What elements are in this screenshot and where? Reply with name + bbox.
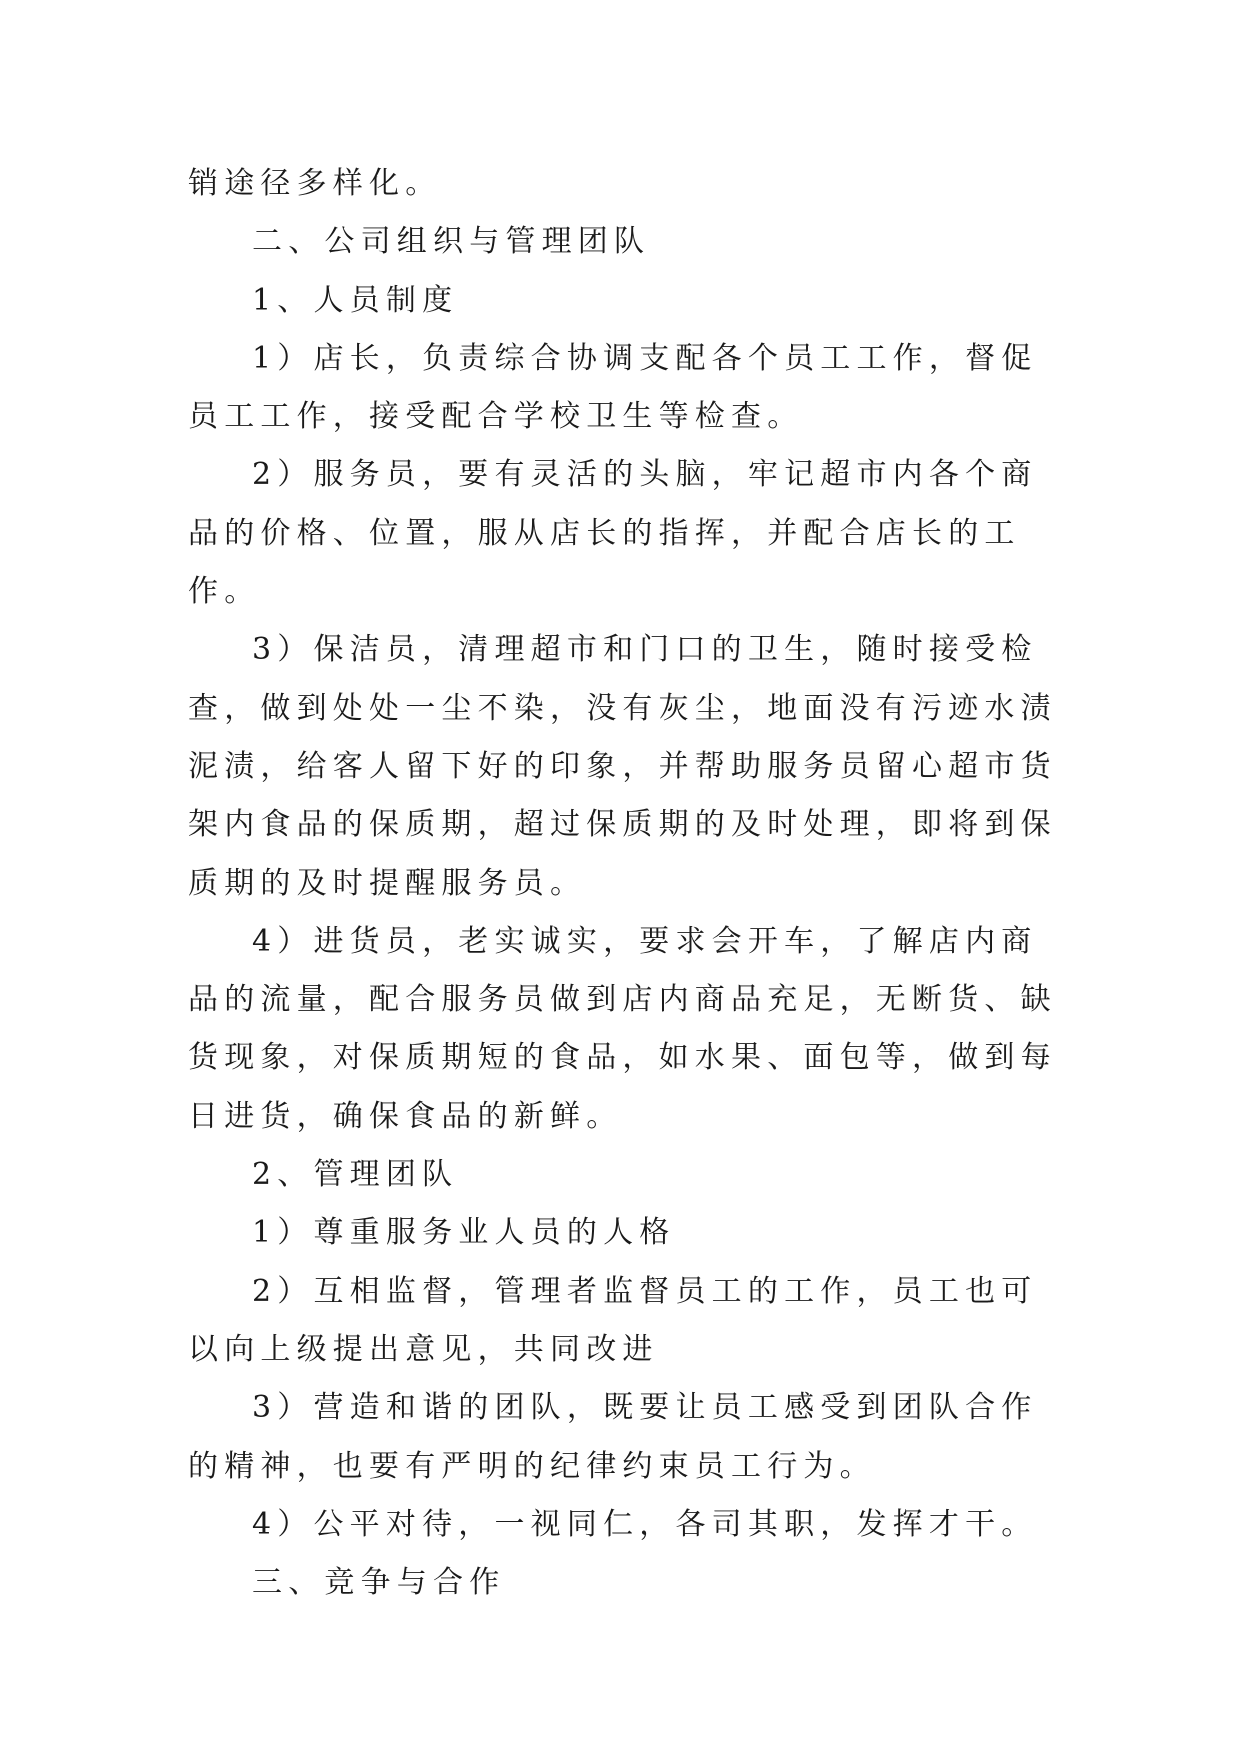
subsection-heading-management-team: 2、管理团队 xyxy=(252,1157,459,1193)
paragraph-respect: 1）尊重服务业人员的人格 xyxy=(252,1215,676,1251)
paragraph-continuation: 销途径多样化。 xyxy=(188,166,442,201)
paragraph-supervision: 2）互相监督，管理者监督员工的工作，员工也可以向上级提出意见，共同改进 xyxy=(188,1273,1038,1367)
subsection-heading-staff-system: 1、人员制度 xyxy=(252,282,459,318)
document-body xyxy=(188,155,1058,1612)
paragraph-store-manager: 1）店长，负责综合协调支配各个员工工作，督促员工工作，接受配合学校卫生等检查。 xyxy=(188,340,1038,435)
paragraph-harmony: 3）营造和谐的团队，既要让员工感受到团队合作的精神，也要有严明的纪律约束员工行为。 xyxy=(188,1390,1038,1484)
section-heading-competition: 三、竞争与合作 xyxy=(252,1565,506,1601)
paragraph-cleaner: 3）保洁员，清理超市和门口的卫生，随时接受检查，做到处处一尘不染，没有灰尘，地面没有污迹水渍泥渍，给客人留下好的印象，并帮助服务员留心超市货架内食品的保质期，超过保质期的及时处理，即将到保质期的及时提醒服务员。 xyxy=(188,632,1057,901)
paragraph-service-staff: 2）服务员，要有灵活的头脑，牢记超市内各个商品的价格、位置，服从店长的指挥，并配合店长的工作。 xyxy=(188,457,1038,610)
section-heading-organization: 二、公司组织与管理团队 xyxy=(252,224,651,260)
paragraph-purchaser: 4）进货员，老实诚实，要求会开车，了解店内商品的流量，配合服务员做到店内商品充足，无断货、缺货现象，对保质期短的食品，如水果、面包等，做到每日进货，确保食品的新鲜。 xyxy=(188,923,1057,1134)
paragraph-fairness: 4）公平对待，一视同仁，各司其职，发挥才干。 xyxy=(252,1506,1038,1542)
